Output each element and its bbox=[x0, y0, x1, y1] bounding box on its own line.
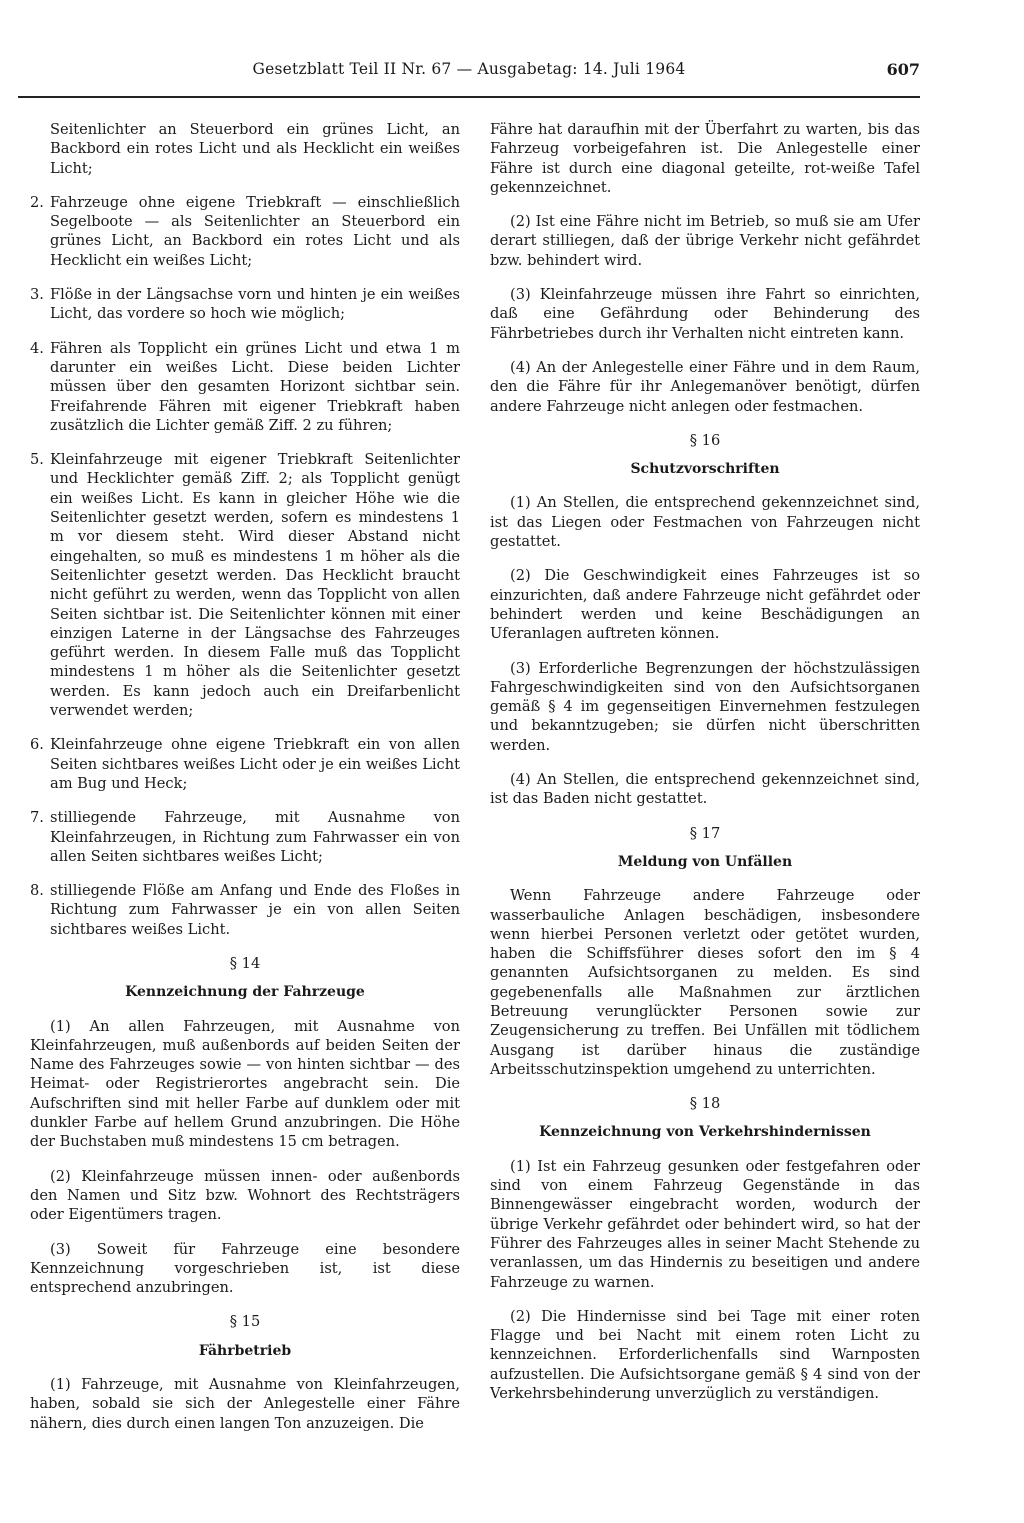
section-15-number: § 15 bbox=[229, 1313, 261, 1331]
list-text: Flöße in der Längsachse vorn und hinten je ein weißes Licht, das vordere so hoch wie möglich; bbox=[50, 286, 460, 323]
right-column bbox=[490, 120, 920, 1418]
section-15-paragraph: (4) An der Anlegestelle einer Fähre und in dem Raum, den die Fähre für ihr Anlegemanöver benötigt, dürfen andere Fahrzeuge nicht anlegen oder festmachen. bbox=[490, 358, 920, 415]
list-number: 4. bbox=[30, 339, 44, 357]
list-number: 7. bbox=[30, 809, 44, 827]
section-14-paragraph: (1) An allen Fahrzeugen, mit Ausnahme von Kleinfahrzeugen, muß außenbords auf beiden Seiten der Name des Fahrzeuges sowie — von hinten sichtbar — des Heimat- oder Registrierortes angebracht sein. Die Aufschriften sind mit heller Farbe auf dunklem oder mit dunkler Farbe auf hellem Grund anzubringen. Die Höhe der Buchstaben muß mindestens 15 cm betragen. bbox=[30, 1017, 460, 1151]
page-header bbox=[18, 60, 920, 98]
section-18-paragraph: (1) Ist ein Fahrzeug gesunken oder festgefahren oder sind von einem Fahrzeug Gegenstände in das Binnengewässer eingebracht worden, wodurch der übrige Verkehr gefährdet oder behindert wird, so hat der Führer des Fahrzeuges alles in seiner Macht Stehende zu veranlassen, um das Hindernis zu beseitigen und andere Fahrzeuge zu warnen. bbox=[490, 1157, 920, 1291]
list-item bbox=[30, 339, 460, 435]
list-item bbox=[30, 193, 460, 270]
section-16-paragraph: (3) Erforderliche Begrenzungen der höchstzulässigen Fahrgeschwindigkeiten sind von den Aufsichtsorganen gemäß § 4 im gegenseitigen Einvernehmen festzulegen und bekanntzugeben; sie dürfen nicht überschritten werden. bbox=[490, 659, 920, 754]
section-15-continuation: Fähre hat daraufhin mit der Überfahrt zu warten, bis das Fahrzeug vorbeigefahren ist. Die Anlegestelle einer Fähre ist durch eine diagonal geteilte, rot-weiße Tafel gekennzeichnet. bbox=[490, 121, 920, 196]
list-item bbox=[30, 285, 460, 324]
header-title: Gesetzblatt Teil II Nr. 67 — Ausgabetag: 14. Juli 1964 bbox=[252, 60, 686, 78]
list-text: Fähren als Topplicht ein grünes Licht und etwa 1 m darunter ein weißes Licht. Diese beiden Lichter müssen über den gesamten Horizont sichtbar sein. Freifahrende Fähren mit eigener Triebkraft haben zusätzlich die Lichter gemäß Ziff. 2 zu führen; bbox=[50, 339, 460, 434]
list-text: stilliegende Flöße am Anfang und Ende des Floßes in Richtung zum Fahrwasser je ein von allen Seiten sichtbares weißes Licht. bbox=[50, 882, 460, 938]
section-16-number: § 16 bbox=[689, 431, 721, 449]
section-16-heading: Schutzvorschriften bbox=[630, 461, 780, 478]
list-item bbox=[30, 735, 460, 793]
item-1-continuation: Seitenlichter an Steuerbord ein grünes Licht, an Backbord ein rotes Licht und als Hecklicht ein weißes Licht; bbox=[50, 121, 460, 177]
section-18-heading: Kennzeichnung von Verkehrshindernissen bbox=[539, 1124, 871, 1141]
section-14-paragraph: (2) Kleinfahrzeuge müssen innen- oder außenbords den Namen und Sitz bzw. Wohnort des Rechtsträgers oder Eigentümers tragen. bbox=[30, 1167, 460, 1224]
list-text: Kleinfahrzeuge ohne eigene Triebkraft ein von allen Seiten sichtbares weißes Licht oder je ein weißes Licht am Bug und Heck; bbox=[50, 736, 460, 792]
list-text: Kleinfahrzeuge mit eigener Triebkraft Seitenlichter und Hecklichter gemäß Ziff. 2; als Topplicht genügt ein weißes Licht. Es kann in gleicher Höhe wie die Seitenlichter gesetzt werden, sofern es mindestens 1 m vor diesem steht. Wird dieser Abstand nicht eingehalten, so muß es mindestens 1 m höher als die Seitenlichter gesetzt werden. Das Hecklicht braucht nicht geführt zu werden, wenn das Topplicht von allen Seiten sichtbar ist. Die Seitenlichter können mit einer einzigen Laterne in der Längsachse des Fahrzeuges geführt werden. In diesem Falle muß das Topplicht mindestens 1 m höher als die Seitenlichter gesetzt werden. Es kann jedoch auch ein Dreifarbenlicht verwendet werden; bbox=[50, 451, 460, 720]
section-17-number: § 17 bbox=[689, 824, 721, 842]
list-number: 6. bbox=[30, 736, 44, 754]
section-18-paragraph: (2) Die Hindernisse sind bei Tage mit einer roten Flagge und bei Nacht mit einem roten Licht zu kennzeichnen. Erforderlichenfalls sind Warnposten aufzustellen. Die Aufsichtsorgane gemäß § 4 sind von der Verkehrsbehinderung unverzüglich zu verständigen. bbox=[490, 1307, 920, 1403]
section-18-number: § 18 bbox=[689, 1095, 721, 1113]
list-item bbox=[30, 450, 460, 720]
section-15-heading: Fährbetrieb bbox=[198, 1342, 292, 1359]
list-number: 5. bbox=[30, 451, 44, 469]
list-item bbox=[30, 808, 460, 866]
section-17-paragraph: Wenn Fahrzeuge andere Fahrzeuge oder wasserbauliche Anlagen beschädigen, insbesondere wenn hierbei Personen verletzt oder getötet wurden, haben die Schiffsführer dieses sofort den im § 4 genannten Aufsichtsorganen zu melden. Es sind gegebenenfalls alle Maßnahmen zur ärztlichen Betreuung verunglückter Personen sowie zur Zeugensicherung zu treffen. Bei Unfällen mit tödlichem Ausgang ist darüber hinaus die zuständige Arbeitsschutzinspektion umgehend zu unterrichten. bbox=[490, 887, 920, 1078]
section-14-heading: Kennzeichnung der Fahrzeuge bbox=[125, 984, 365, 1001]
section-17-heading: Meldung von Unfällen bbox=[617, 853, 793, 870]
section-16-paragraph: (2) Die Geschwindigkeit eines Fahrzeuges ist so einzurichten, daß andere Fahrzeuge nicht gefährdet oder behindert werden und keine Beschädigungen an Uferanlagen auftreten können. bbox=[490, 567, 920, 643]
left-column bbox=[30, 120, 460, 1448]
list-text: Fahrzeuge ohne eigene Triebkraft — einschließlich Segelboote — als Seitenlichter an Steuerbord ein grünes Licht, an Backbord ein rotes Licht und als Hecklicht ein weißes Licht; bbox=[50, 193, 460, 269]
section-15-paragraph: (1) Fahrzeuge, mit Ausnahme von Kleinfahrzeugen, haben, sobald sie sich der Anlegestelle einer Fähre nähern, dies durch einen langen Ton anzuzeigen. Die bbox=[30, 1376, 460, 1432]
section-15-paragraph: (3) Kleinfahrzeuge müssen ihre Fahrt so einrichten, daß eine Gefährdung oder Behinderung des Fährbetriebes durch ihr Verhalten nicht eintreten kann. bbox=[490, 286, 920, 342]
section-16-paragraph: (4) An Stellen, die entsprechend gekennzeichnet sind, ist das Baden nicht gestattet. bbox=[490, 771, 920, 808]
page-number: 607 bbox=[886, 60, 920, 79]
list-number: 2. bbox=[30, 193, 44, 211]
section-16-paragraph: (1) An Stellen, die entsprechend gekennzeichnet sind, ist das Liegen oder Festmachen von Fahrzeugen nicht gestattet. bbox=[490, 494, 920, 551]
list-number: 3. bbox=[30, 286, 44, 304]
list-text: stilliegende Fahrzeuge, mit Ausnahme von Kleinfahrzeugen, in Richtung zum Fahrwasser ein von allen Seiten sichtbares weißes Licht; bbox=[50, 809, 460, 865]
section-15-paragraph: (2) Ist eine Fähre nicht im Betrieb, so muß sie am Ufer derart stilliegen, daß der übrige Verkehr nicht gefährdet bzw. behindert wird. bbox=[490, 213, 920, 269]
list-item bbox=[30, 881, 460, 939]
section-14-number: § 14 bbox=[229, 954, 261, 972]
section-14-paragraph: (3) Soweit für Fahrzeuge eine besondere Kennzeichnung vorgeschrieben ist, ist diese entsprechend anzubringen. bbox=[30, 1240, 460, 1297]
list-number: 8. bbox=[30, 882, 44, 900]
